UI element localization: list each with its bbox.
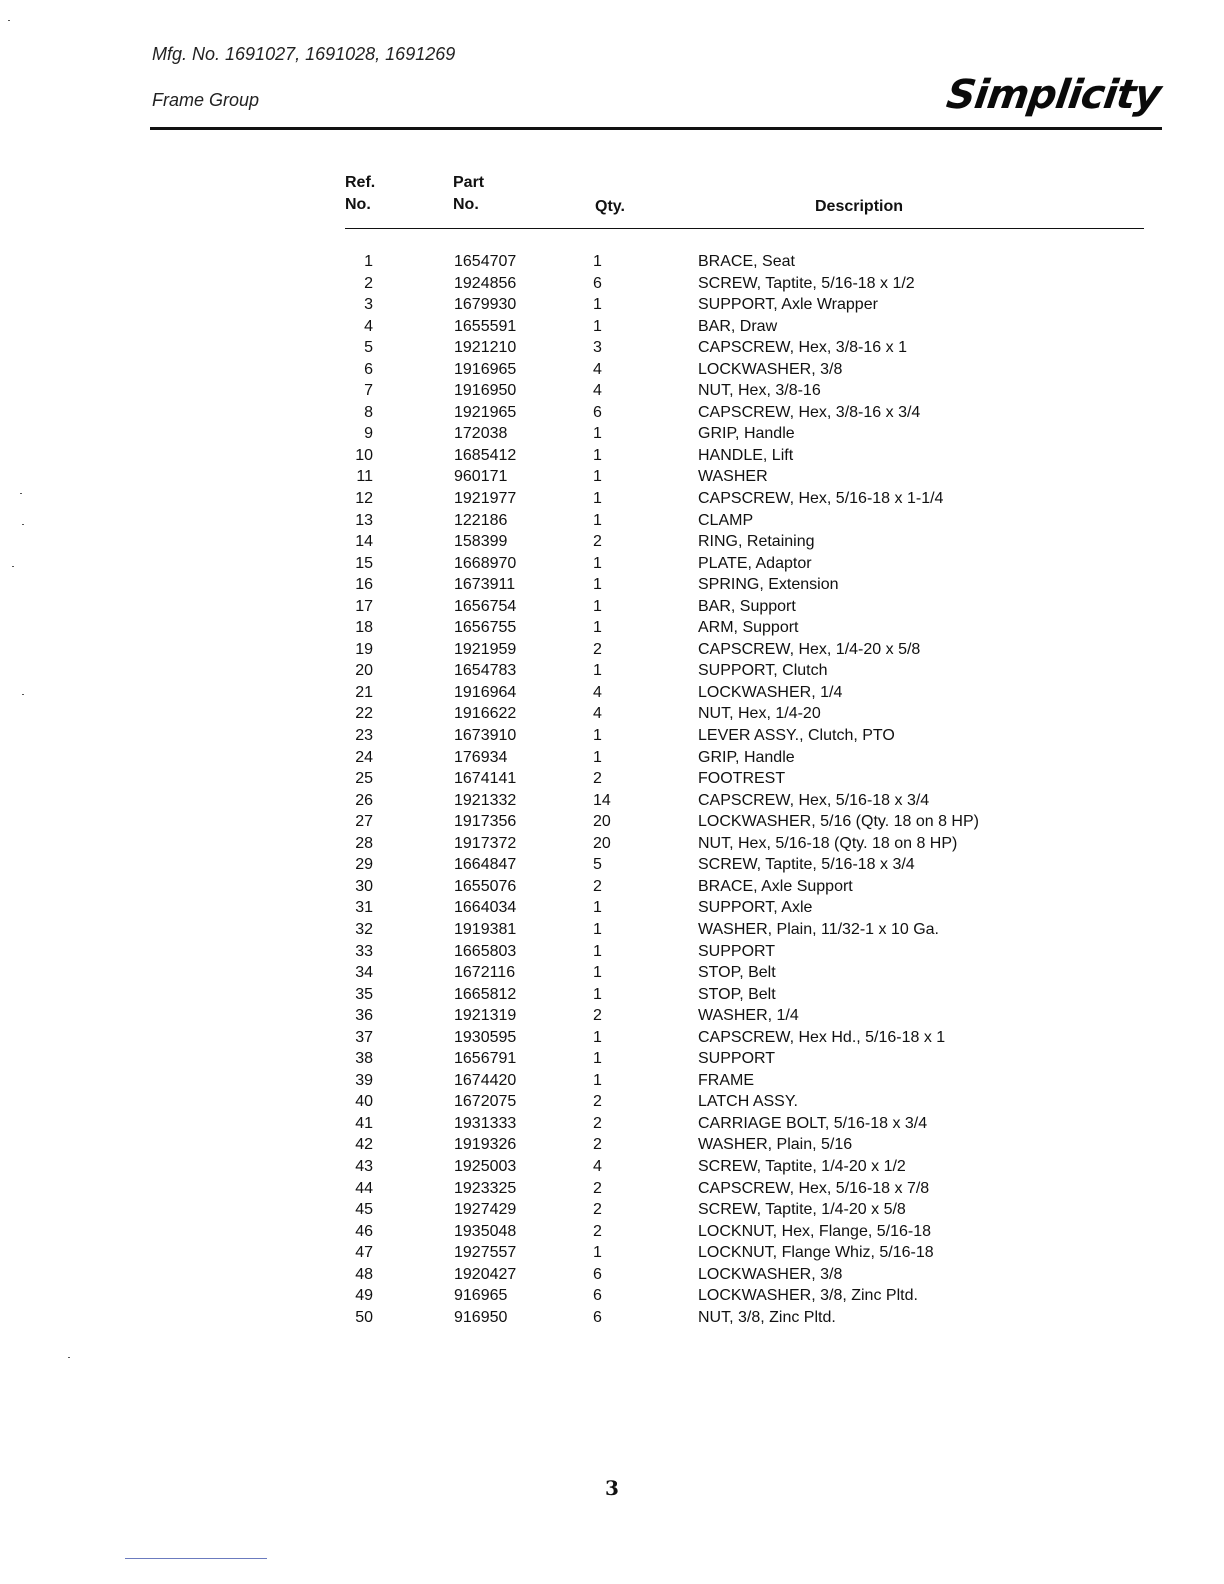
description-cell: SUPPORT, Clutch xyxy=(698,662,828,680)
header-rule xyxy=(150,127,1162,130)
part-number-cell: 1656755 xyxy=(454,619,517,637)
quantity-cell: 2 xyxy=(593,1201,602,1219)
table-row xyxy=(345,445,1145,467)
description-cell: SPRING, Extension xyxy=(698,576,839,594)
quantity-cell: 1 xyxy=(593,1071,602,1089)
table-row xyxy=(345,747,1145,769)
part-number-cell: 1655591 xyxy=(454,317,517,335)
quantity-cell: 1 xyxy=(593,597,602,615)
table-row xyxy=(345,466,1145,488)
table-row xyxy=(345,1005,1145,1027)
ref-cell: 25 xyxy=(355,770,373,788)
description-cell: CAPSCREW, Hex, 5/16-18 x 1-1/4 xyxy=(698,490,944,508)
description-cell: WASHER xyxy=(698,468,768,486)
description-cell: PLATE, Adaptor xyxy=(698,554,812,572)
quantity-cell: 1 xyxy=(593,1050,602,1068)
quantity-cell: 1 xyxy=(593,985,602,1003)
part-number-cell: 1673911 xyxy=(454,576,516,594)
description-cell: SCREW, Taptite, 1/4-20 x 5/8 xyxy=(698,1201,906,1219)
ref-cell: 49 xyxy=(355,1287,373,1305)
table-row xyxy=(345,1027,1145,1049)
part-number-cell: 1919326 xyxy=(454,1136,517,1154)
description-cell: CAPSCREW, Hex Hd., 5/16-18 x 1 xyxy=(698,1028,946,1046)
part-number-cell: 1679930 xyxy=(454,296,517,314)
table-row xyxy=(345,660,1145,682)
description-cell: LOCKWASHER, 3/8 xyxy=(698,360,843,378)
description-cell: RING, Retaining xyxy=(698,533,815,551)
table-row xyxy=(345,488,1145,510)
part-number-cell: 1925003 xyxy=(454,1157,517,1175)
scan-speck xyxy=(68,1357,70,1358)
part-number-cell: 1927429 xyxy=(454,1201,517,1219)
part-number-cell: 1921332 xyxy=(454,791,517,809)
part-number-cell: 158399 xyxy=(454,533,508,551)
ref-cell: 29 xyxy=(355,856,373,874)
ref-cell: 23 xyxy=(355,727,373,745)
description-cell: SUPPORT, Axle Wrapper xyxy=(698,296,878,314)
table-row xyxy=(345,617,1145,639)
ref-cell: 3 xyxy=(364,296,373,314)
ref-cell: 19 xyxy=(355,640,373,658)
part-number-cell: 1927557 xyxy=(454,1244,517,1262)
description-cell: BAR, Support xyxy=(698,597,796,615)
description-cell: CAPSCREW, Hex, 5/16-18 x 7/8 xyxy=(698,1179,930,1197)
part-number-cell: 1916965 xyxy=(454,360,517,378)
part-number-cell: 176934 xyxy=(454,748,508,766)
table-row xyxy=(345,897,1145,919)
part-number-cell: 916950 xyxy=(454,1308,508,1326)
table-row xyxy=(345,941,1145,963)
ref-cell: 5 xyxy=(364,339,373,357)
ref-cell: 37 xyxy=(355,1028,373,1046)
table-row xyxy=(345,1048,1145,1070)
table-row xyxy=(345,316,1145,338)
part-number-cell: 916965 xyxy=(454,1287,508,1305)
description-cell: LATCH ASSY. xyxy=(698,1093,798,1111)
quantity-cell: 4 xyxy=(593,382,602,400)
quantity-cell: 20 xyxy=(593,813,611,831)
table-row xyxy=(345,423,1145,445)
manufacturer-numbers: Mfg. No. 1691027, 1691028, 1691269 xyxy=(152,44,456,64)
part-number-cell: 1916622 xyxy=(454,705,517,723)
part-number-cell: 1921319 xyxy=(454,1007,517,1025)
description-cell: CAPSCREW, Hex, 3/8-16 x 1 xyxy=(698,339,907,357)
column-header-part: Part No. xyxy=(453,174,485,213)
description-cell: NUT, Hex, 5/16-18 (Qty. 18 on 8 HP) xyxy=(698,834,958,852)
ref-cell: 21 xyxy=(355,683,373,701)
table-row xyxy=(345,531,1145,553)
table-row xyxy=(345,510,1145,532)
ref-cell: 34 xyxy=(355,964,373,982)
quantity-cell: 1 xyxy=(593,964,602,982)
table-row xyxy=(345,1156,1145,1178)
part-number-cell: 1685412 xyxy=(454,446,517,464)
description-cell: NUT, 3/8, Zinc Pltd. xyxy=(698,1308,836,1326)
part-number-cell: 1665803 xyxy=(454,942,517,960)
footer-line xyxy=(125,1558,267,1559)
part-number-cell: 1921959 xyxy=(454,640,517,658)
column-header-description: Description xyxy=(815,198,904,215)
quantity-cell: 1 xyxy=(593,942,602,960)
table-row xyxy=(345,1199,1145,1221)
quantity-cell: 4 xyxy=(593,705,602,723)
quantity-cell: 1 xyxy=(593,511,602,529)
ref-cell: 22 xyxy=(355,705,373,723)
column-header-qty: Qty. xyxy=(595,198,625,215)
ref-cell: 33 xyxy=(355,942,373,960)
description-cell: CAPSCREW, Hex, 1/4-20 x 5/8 xyxy=(698,640,921,658)
description-cell: SUPPORT xyxy=(698,1050,776,1068)
table-row xyxy=(345,768,1145,790)
table-row xyxy=(345,574,1145,596)
scan-speck xyxy=(12,566,14,567)
quantity-cell: 1 xyxy=(593,899,602,917)
table-row xyxy=(345,294,1145,316)
part-number-cell: 1919381 xyxy=(454,920,517,938)
quantity-cell: 14 xyxy=(593,791,611,809)
quantity-cell: 2 xyxy=(593,1222,602,1240)
quantity-cell: 2 xyxy=(593,1136,602,1154)
quantity-cell: 1 xyxy=(593,576,602,594)
part-number-cell: 1673910 xyxy=(454,727,517,745)
part-number-cell: 1920427 xyxy=(454,1265,517,1283)
table-row xyxy=(345,854,1145,876)
part-number-cell: 1921965 xyxy=(454,403,517,421)
description-cell: SUPPORT, Axle xyxy=(698,899,813,917)
description-cell: GRIP, Handle xyxy=(698,748,795,766)
part-number-cell: 172038 xyxy=(454,425,508,443)
part-number-cell: 1664034 xyxy=(454,899,517,917)
table-row xyxy=(345,337,1145,359)
quantity-cell: 20 xyxy=(593,834,611,852)
description-cell: SCREW, Taptite, 5/16-18 x 3/4 xyxy=(698,856,915,874)
quantity-cell: 4 xyxy=(593,360,602,378)
part-number-cell: 1921210 xyxy=(454,339,517,357)
group-title: Frame Group xyxy=(152,90,260,110)
quantity-cell: 2 xyxy=(593,640,602,658)
quantity-cell: 2 xyxy=(593,1093,602,1111)
table-row xyxy=(345,1091,1145,1113)
quantity-cell: 2 xyxy=(593,1179,602,1197)
ref-cell: 13 xyxy=(355,511,373,529)
table-row xyxy=(345,251,1145,273)
ref-cell: 50 xyxy=(355,1308,373,1326)
quantity-cell: 3 xyxy=(593,339,602,357)
table-row xyxy=(345,1242,1145,1264)
quantity-cell: 1 xyxy=(593,490,602,508)
description-cell: LOCKWASHER, 1/4 xyxy=(698,683,843,701)
ref-cell: 14 xyxy=(355,533,373,551)
description-cell: CARRIAGE BOLT, 5/16-18 x 3/4 xyxy=(698,1114,928,1132)
ref-cell: 39 xyxy=(355,1071,373,1089)
quantity-cell: 1 xyxy=(593,425,602,443)
ref-cell: 27 xyxy=(355,813,373,831)
description-cell: CAPSCREW, Hex, 3/8-16 x 3/4 xyxy=(698,403,921,421)
ref-cell: 40 xyxy=(355,1093,373,1111)
quantity-cell: 1 xyxy=(593,253,602,270)
ref-cell: 36 xyxy=(355,1007,373,1025)
table-row xyxy=(345,984,1145,1006)
ref-cell: 1 xyxy=(364,253,373,270)
ref-cell: 26 xyxy=(355,791,373,809)
scan-speck xyxy=(22,524,24,525)
ref-cell: 16 xyxy=(355,576,373,594)
table-row xyxy=(345,790,1145,812)
ref-cell: 45 xyxy=(355,1201,373,1219)
ref-cell: 41 xyxy=(355,1114,373,1132)
description-cell: GRIP, Handle xyxy=(698,425,795,443)
table-row xyxy=(345,1264,1145,1286)
description-cell: SCREW, Taptite, 1/4-20 x 1/2 xyxy=(698,1157,906,1175)
table-row xyxy=(345,1113,1145,1135)
ref-cell: 42 xyxy=(355,1136,373,1154)
description-cell: LOCKWASHER, 3/8, Zinc Pltd. xyxy=(698,1287,918,1305)
table-row xyxy=(345,553,1145,575)
part-number-cell: 1656791 xyxy=(454,1050,517,1068)
part-number-cell: 960171 xyxy=(454,468,508,486)
table-row xyxy=(345,380,1145,402)
quantity-cell: 4 xyxy=(593,1157,602,1175)
ref-cell: 24 xyxy=(355,748,373,766)
part-number-cell: 1668970 xyxy=(454,554,517,572)
quantity-cell: 1 xyxy=(593,727,602,745)
description-cell: NUT, Hex, 3/8-16 xyxy=(698,382,821,400)
description-cell: LOCKWASHER, 5/16 (Qty. 18 on 8 HP) xyxy=(698,813,979,831)
table-row xyxy=(345,402,1145,424)
description-cell: ARM, Support xyxy=(698,619,799,637)
ref-cell: 11 xyxy=(356,468,373,486)
ref-cell: 46 xyxy=(355,1222,373,1240)
quantity-cell: 4 xyxy=(593,683,602,701)
part-number-cell: 1924856 xyxy=(454,274,517,292)
part-number-cell: 1655076 xyxy=(454,877,517,895)
ref-cell: 35 xyxy=(355,985,373,1003)
table-row xyxy=(345,1178,1145,1200)
description-cell: STOP, Belt xyxy=(698,964,776,982)
ref-cell: 30 xyxy=(355,877,373,895)
part-number-cell: 1654707 xyxy=(454,253,517,270)
column-header-ref: Ref. No. xyxy=(345,174,376,213)
description-cell: BAR, Draw xyxy=(698,317,778,335)
table-header-rule xyxy=(345,228,1144,229)
description-cell: STOP, Belt xyxy=(698,985,776,1003)
scan-speck xyxy=(20,493,22,494)
part-number-cell: 1921977 xyxy=(454,490,517,508)
quantity-cell: 1 xyxy=(593,920,602,938)
ref-cell: 10 xyxy=(355,446,373,464)
table-row xyxy=(345,962,1145,984)
part-number-cell: 1654783 xyxy=(454,662,517,680)
ref-cell: 38 xyxy=(355,1050,373,1068)
quantity-cell: 2 xyxy=(593,1007,602,1025)
table-row xyxy=(345,596,1145,618)
part-number-cell: 1664847 xyxy=(454,856,517,874)
ref-cell: 17 xyxy=(355,597,373,615)
description-cell: FRAME xyxy=(698,1071,754,1089)
quantity-cell: 6 xyxy=(593,1308,602,1326)
description-cell: WASHER, Plain, 11/32-1 x 10 Ga. xyxy=(698,920,939,938)
ref-cell: 47 xyxy=(355,1244,373,1262)
part-number-cell: 1935048 xyxy=(454,1222,517,1240)
ref-cell: 43 xyxy=(355,1157,373,1175)
description-cell: LEVER ASSY., Clutch, PTO xyxy=(698,727,895,745)
part-number-cell: 1916964 xyxy=(454,683,517,701)
quantity-cell: 1 xyxy=(593,317,602,335)
table-row xyxy=(345,639,1145,661)
ref-cell: 20 xyxy=(355,662,373,680)
part-number-cell: 1931333 xyxy=(454,1114,517,1132)
quantity-cell: 6 xyxy=(593,274,602,292)
description-cell: BRACE, Axle Support xyxy=(698,877,853,895)
part-number-cell: 1917356 xyxy=(454,813,517,831)
part-number-cell: 1665812 xyxy=(454,985,517,1003)
part-number-cell: 122186 xyxy=(454,511,508,529)
quantity-cell: 1 xyxy=(593,554,602,572)
description-cell: HANDLE, Lift xyxy=(698,446,794,464)
brand-logo: Simplicity xyxy=(943,72,1164,118)
quantity-cell: 2 xyxy=(593,1114,602,1132)
quantity-cell: 6 xyxy=(593,1265,602,1283)
quantity-cell: 6 xyxy=(593,403,602,421)
description-cell: LOCKNUT, Flange Whiz, 5/16-18 xyxy=(698,1244,934,1262)
table-row xyxy=(345,682,1145,704)
scan-speck xyxy=(22,694,24,695)
description-cell: CAPSCREW, Hex, 5/16-18 x 3/4 xyxy=(698,791,930,809)
part-number-cell: 1674141 xyxy=(454,770,517,788)
table-row xyxy=(345,833,1145,855)
description-cell: SCREW, Taptite, 5/16-18 x 1/2 xyxy=(698,274,915,292)
description-cell: LOCKWASHER, 3/8 xyxy=(698,1265,843,1283)
ref-cell: 12 xyxy=(355,490,373,508)
table-row xyxy=(345,359,1145,381)
table-row xyxy=(345,725,1145,747)
quantity-cell: 1 xyxy=(593,1244,602,1262)
scan-speck xyxy=(8,20,10,21)
quantity-cell: 1 xyxy=(593,296,602,314)
description-cell: WASHER, 1/4 xyxy=(698,1007,799,1025)
description-cell: SUPPORT xyxy=(698,942,776,960)
quantity-cell: 1 xyxy=(593,662,602,680)
description-cell: WASHER, Plain, 5/16 xyxy=(698,1136,853,1154)
ref-cell: 15 xyxy=(355,554,373,572)
ref-cell: 48 xyxy=(355,1265,373,1283)
ref-cell: 6 xyxy=(364,360,373,378)
quantity-cell: 1 xyxy=(593,748,602,766)
page-number: 3 xyxy=(605,1476,619,1500)
description-cell: NUT, Hex, 1/4-20 xyxy=(698,705,821,723)
table-row xyxy=(345,876,1145,898)
quantity-cell: 6 xyxy=(593,1287,602,1305)
table-row xyxy=(345,1134,1145,1156)
part-number-cell: 1930595 xyxy=(454,1028,517,1046)
table-row xyxy=(345,1070,1145,1092)
part-number-cell: 1656754 xyxy=(454,597,517,615)
ref-cell: 18 xyxy=(355,619,373,637)
ref-cell: 31 xyxy=(355,899,373,917)
ref-cell: 8 xyxy=(364,403,373,421)
quantity-cell: 2 xyxy=(593,877,602,895)
table-row xyxy=(345,919,1145,941)
quantity-cell: 1 xyxy=(593,446,602,464)
part-number-cell: 1672075 xyxy=(454,1093,517,1111)
ref-cell: 7 xyxy=(364,382,373,400)
part-number-cell: 1916950 xyxy=(454,382,517,400)
ref-cell: 4 xyxy=(364,317,373,335)
table-row xyxy=(345,1307,1145,1329)
description-cell: BRACE, Seat xyxy=(698,253,795,270)
ref-cell: 9 xyxy=(364,425,373,443)
part-number-cell: 1923325 xyxy=(454,1179,517,1197)
ref-cell: 44 xyxy=(355,1179,373,1197)
table-row xyxy=(345,811,1145,833)
description-cell: FOOTREST xyxy=(698,770,786,788)
table-row xyxy=(345,1221,1145,1243)
part-number-cell: 1674420 xyxy=(454,1071,517,1089)
table-body xyxy=(345,251,1145,1328)
table-row xyxy=(345,703,1145,725)
quantity-cell: 1 xyxy=(593,1028,602,1046)
quantity-cell: 5 xyxy=(593,856,602,874)
table-row xyxy=(345,1285,1145,1307)
part-number-cell: 1672116 xyxy=(454,964,516,982)
quantity-cell: 2 xyxy=(593,770,602,788)
table-row xyxy=(345,273,1145,295)
quantity-cell: 1 xyxy=(593,619,602,637)
part-number-cell: 1917372 xyxy=(454,834,517,852)
description-cell: CLAMP xyxy=(698,511,754,529)
description-cell: LOCKNUT, Hex, Flange, 5/16-18 xyxy=(698,1222,931,1240)
ref-cell: 32 xyxy=(355,920,373,938)
quantity-cell: 1 xyxy=(593,468,602,486)
quantity-cell: 2 xyxy=(593,533,602,551)
ref-cell: 28 xyxy=(355,834,373,852)
ref-cell: 2 xyxy=(364,274,373,292)
